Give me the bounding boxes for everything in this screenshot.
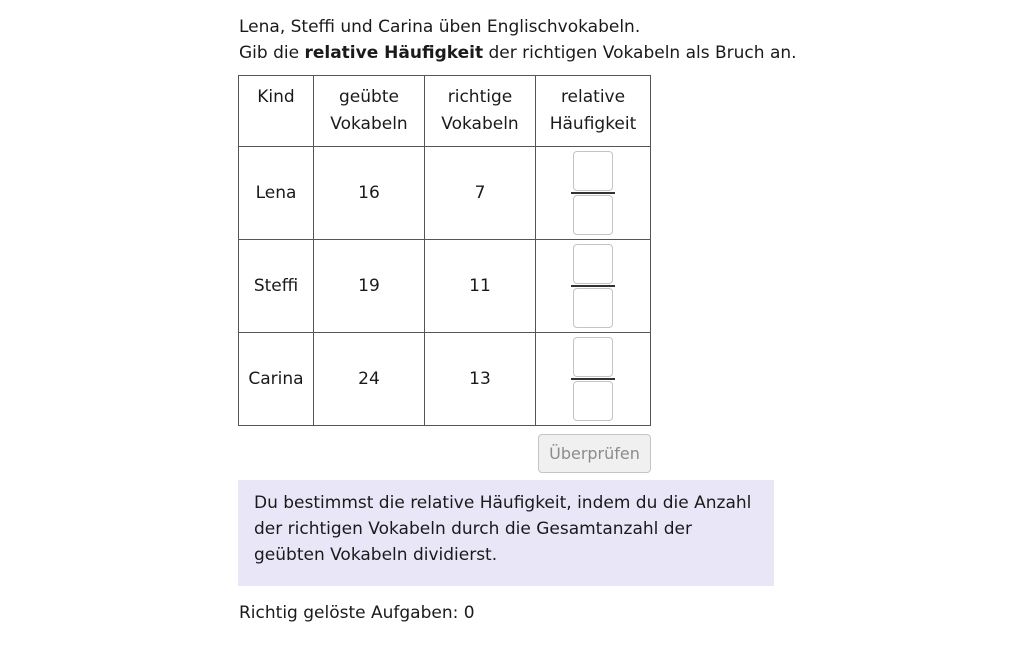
table-header-row bbox=[239, 76, 651, 147]
fraction-bar bbox=[571, 192, 615, 194]
cell-geuebt: 16 bbox=[314, 147, 425, 240]
denominator-input[interactable] bbox=[573, 381, 613, 421]
task-line-1: Lena, Steffi und Carina üben Englischvokabeln. bbox=[239, 17, 641, 37]
numerator-input[interactable] bbox=[573, 151, 613, 191]
fraction-input bbox=[571, 151, 615, 235]
hint-box: Du bestimmst die relative Häufigkeit, indem du die Anzahl der richtigen Vokabeln durch die Gesamtanzahl der geübten Vokabeln dividierst. bbox=[238, 480, 774, 586]
fraction-input bbox=[571, 337, 615, 421]
cell-richtig: 13 bbox=[425, 333, 536, 426]
task-line-2 bbox=[239, 40, 799, 66]
header-kind-line-1: Kind bbox=[257, 87, 295, 107]
task-text bbox=[239, 14, 799, 66]
cell-fraction bbox=[536, 240, 651, 333]
header-relative-line-2: Häufigkeit bbox=[549, 114, 637, 134]
task-line-2-prefix: Gib die bbox=[239, 43, 305, 63]
header-richtige-line-1: richtige bbox=[447, 87, 513, 107]
cell-geuebt: 19 bbox=[314, 240, 425, 333]
check-button[interactable]: Überprüfen bbox=[538, 434, 651, 473]
table-row bbox=[239, 147, 651, 240]
header-kind bbox=[239, 76, 314, 147]
header-geuebte-line-2: Vokabeln bbox=[330, 114, 408, 134]
cell-fraction bbox=[536, 147, 651, 240]
fraction-input bbox=[571, 244, 615, 328]
fraction-bar bbox=[571, 378, 615, 380]
solved-counter: Richtig gelöste Aufgaben: 0 bbox=[239, 603, 475, 623]
cell-fraction bbox=[536, 333, 651, 426]
numerator-input[interactable] bbox=[573, 244, 613, 284]
table-row bbox=[239, 240, 651, 333]
denominator-input[interactable] bbox=[573, 288, 613, 328]
header-richtige-line-2: Vokabeln bbox=[441, 114, 519, 134]
cell-geuebt: 24 bbox=[314, 333, 425, 426]
denominator-input[interactable] bbox=[573, 195, 613, 235]
header-relative-haeufigkeit bbox=[536, 76, 651, 147]
table-row bbox=[239, 333, 651, 426]
frequency-table bbox=[238, 75, 651, 426]
header-richtige-vokabeln bbox=[425, 76, 536, 147]
cell-kind: Steffi bbox=[239, 240, 314, 333]
cell-richtig: 7 bbox=[425, 147, 536, 240]
task-line-2-suffix: der richtigen Vokabeln als Bruch an. bbox=[483, 43, 797, 63]
cell-kind: Carina bbox=[239, 333, 314, 426]
header-relative-line-1: relative bbox=[560, 87, 626, 107]
header-geuebte-line-1: geübte bbox=[339, 87, 399, 107]
cell-kind: Lena bbox=[239, 147, 314, 240]
fraction-bar bbox=[571, 285, 615, 287]
numerator-input[interactable] bbox=[573, 337, 613, 377]
task-line-2-bold: relative Häufigkeit bbox=[304, 43, 484, 63]
cell-richtig: 11 bbox=[425, 240, 536, 333]
header-geuebte-vokabeln bbox=[314, 76, 425, 147]
